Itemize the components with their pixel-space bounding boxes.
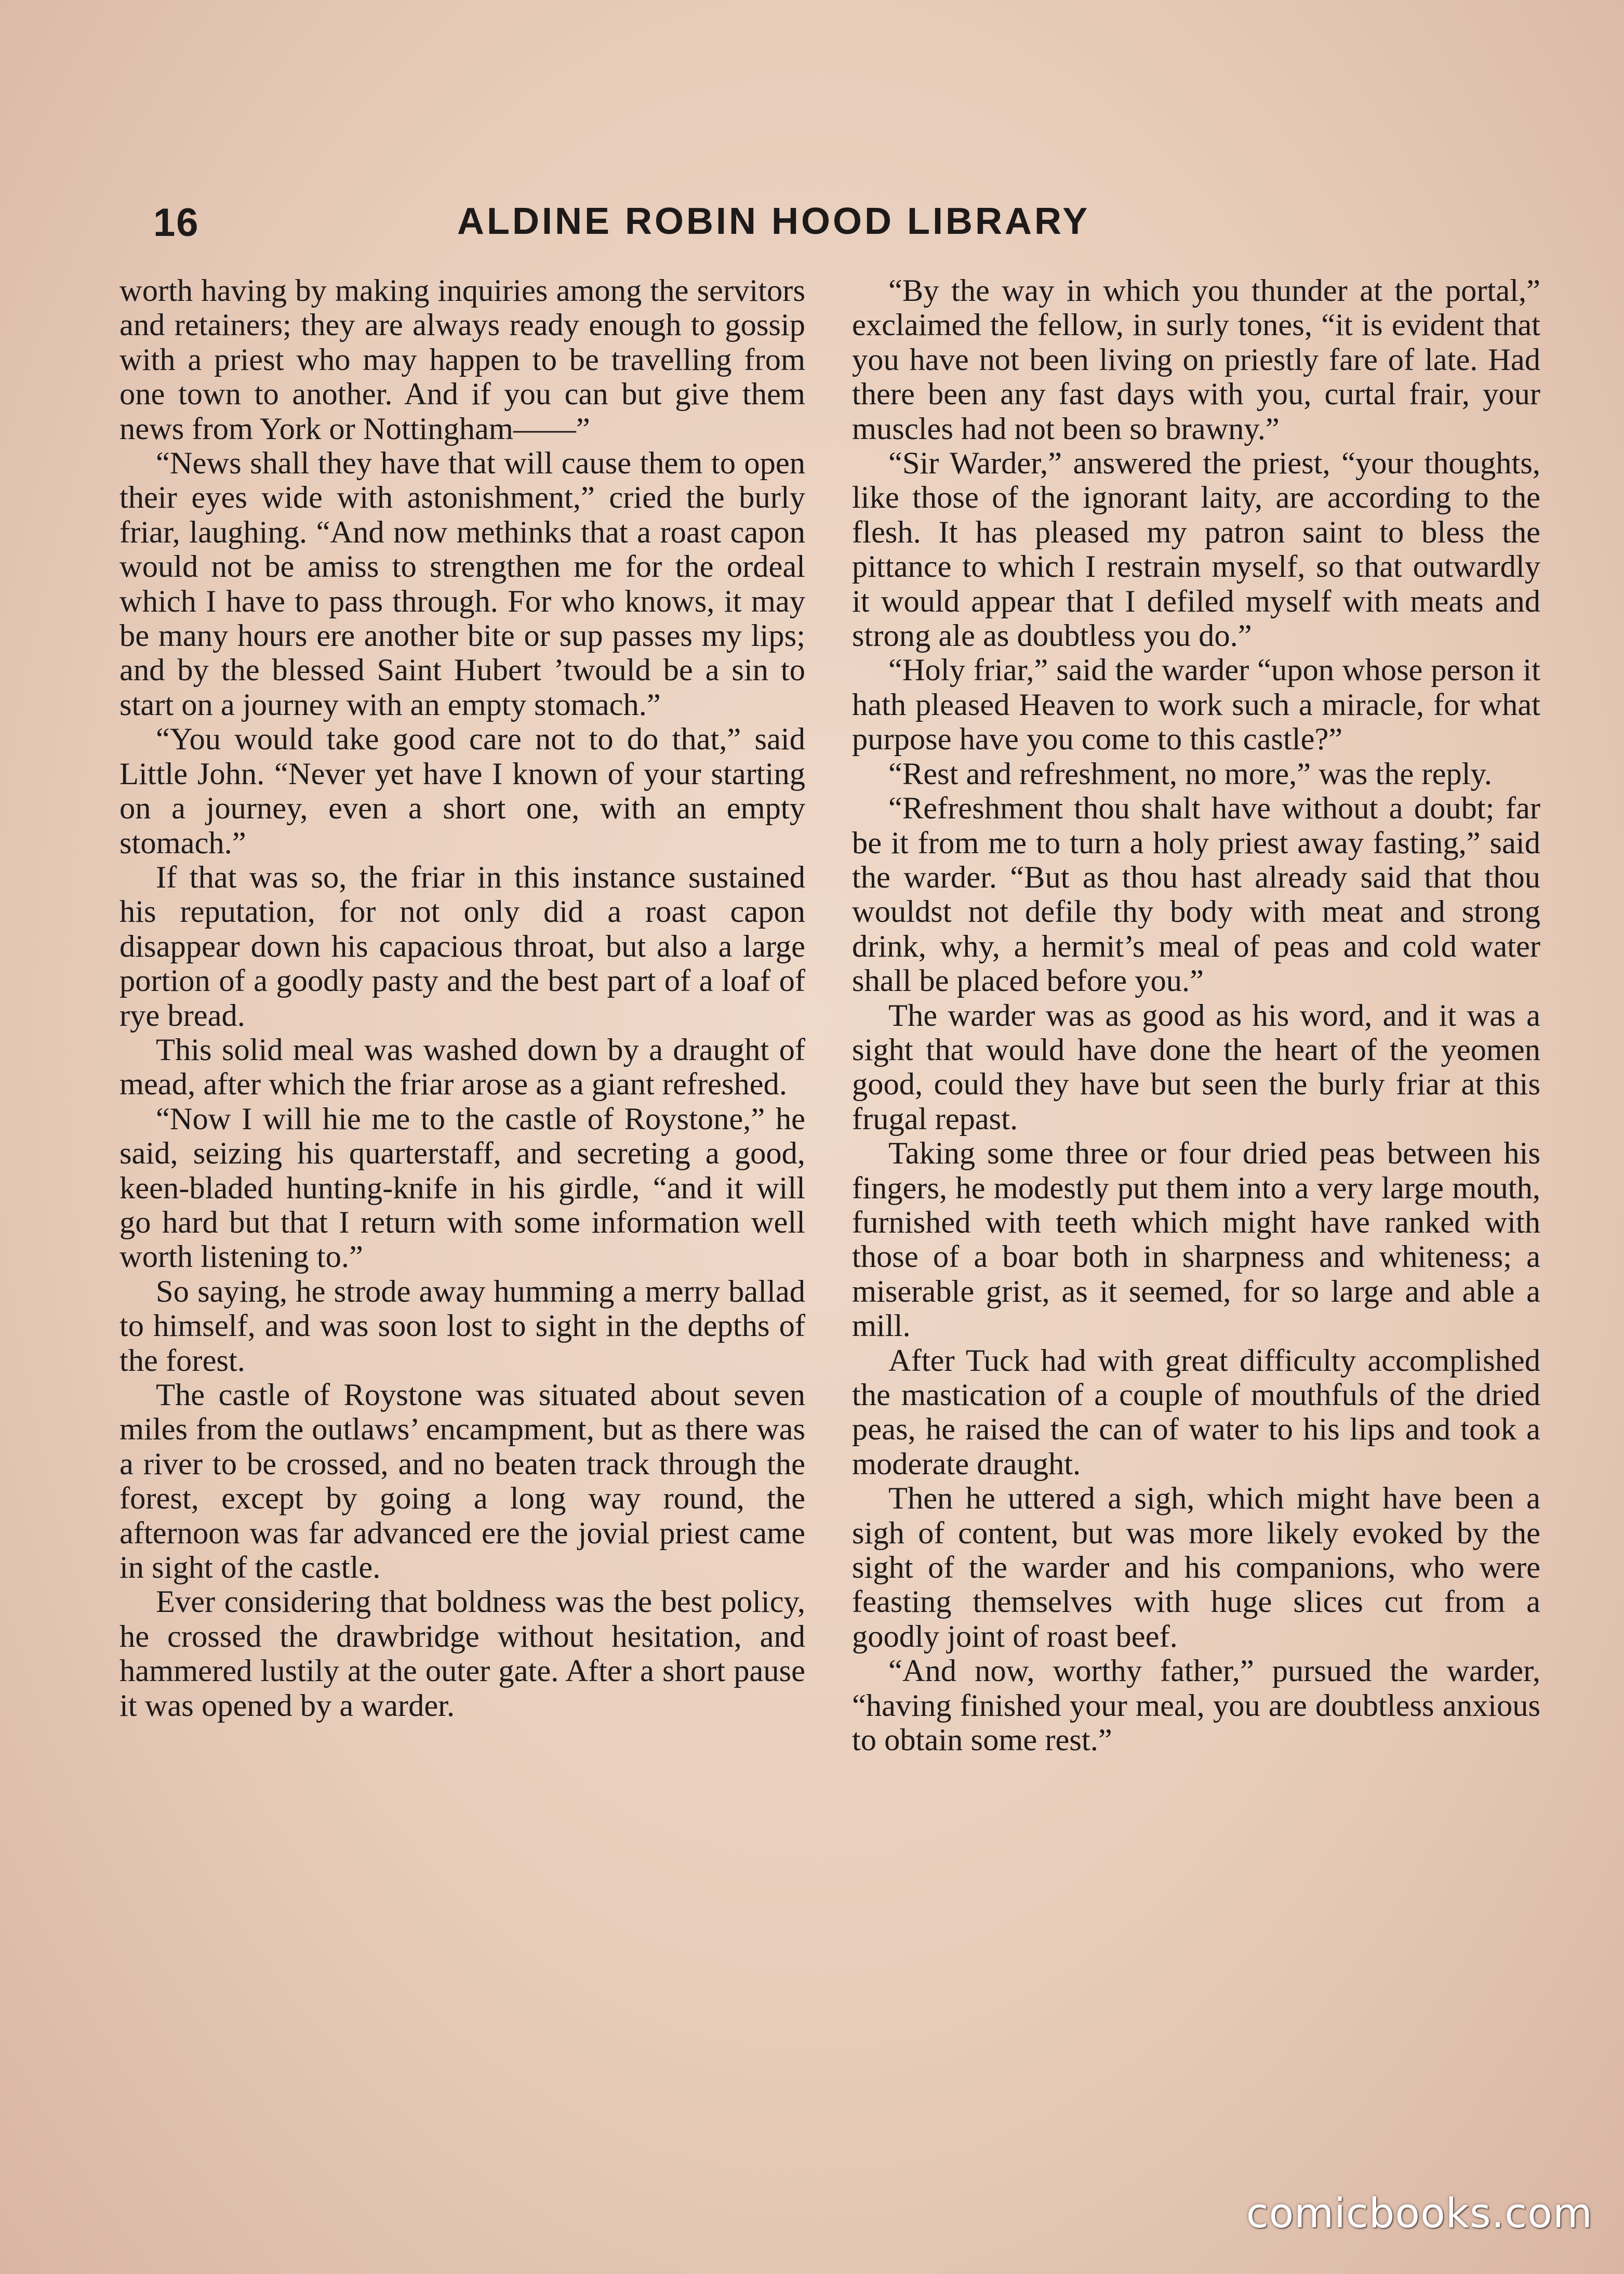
paragraph: “You would take good care not to do that,” said Little John. “Never yet have I known of your starting on a journey, even a short one, with an empty stomach.” <box>119 722 805 861</box>
paragraph: Ever considering that boldness was the best policy, he crossed the drawbridge without hesitation, and hammered lustily at the outer gate. After a short pause it was opened by a warder. <box>119 1584 805 1723</box>
paragraph: After Tuck had with great difficulty accomplished the mastication of a couple of mouthfuls of the dried peas, he raised the can of water to his lips and took a moderate draught. <box>852 1343 1540 1482</box>
paragraph: “By the way in which you thunder at the portal,” exclaimed the fellow, in surly tones, “it is evident that you have not been living on priestly fare of late. Had there been any fast days with you, curtal frair, your muscles had not been so brawny.” <box>852 273 1540 446</box>
right-column <box>852 274 1540 1757</box>
paragraph: Then he uttered a sigh, which might have been a sigh of content, but was more likely evoked by the sight of the warder and his companions, who were feasting themselves with huge slices cut from a goodly joint of roast beef. <box>852 1481 1540 1654</box>
paragraph: If that was so, the friar in this instance sustained his reputation, for not only did a roast capon disappear down his capacious throat, but also a large portion of a goodly pasty and the best part of a loaf of rye bread. <box>119 860 805 1033</box>
paragraph: worth having by making inquiries among the servitors and retainers; they are always ready enough to gossip with a priest who may happen to be travelling from one town to another. And if you can but give them news from York or Nottingham——” <box>119 273 805 446</box>
paragraph: “Now I will hie me to the castle of Roystone,” he said, seizing his quarterstaff, and secreting a good, keen-bladed hunting-knife in his girdle, “and it will go hard but that I return with some information well worth listening to.” <box>119 1101 805 1275</box>
left-column <box>119 274 805 1723</box>
paragraph: “And now, worthy father,” pursued the warder, “having finished your meal, you are doubtless anxious to obtain some rest.” <box>852 1654 1540 1758</box>
paragraph: “Holy friar,” said the warder “upon whose person it hath pleased Heaven to work such a miracle, for what purpose have you come to this castle?” <box>852 653 1540 757</box>
paragraph: Taking some three or four dried peas between his fingers, he modestly put them into a very large mouth, furnished with teeth which might have ranked with those of a boar both in sharpness and whiteness; a miserable grist, as it seemed, for so large and able a mill. <box>852 1136 1540 1344</box>
watermark: comicbooks.com <box>1246 2190 1593 2237</box>
paragraph: “Rest and refreshment, no more,” was the reply. <box>888 756 1492 791</box>
page-header <box>153 200 1213 247</box>
paragraph: So saying, he strode away humming a merry ballad to himself, and was soon lost to sight in the depths of the forest. <box>119 1274 805 1378</box>
paragraph: This solid meal was washed down by a draught of mead, after which the friar arose as a giant refreshed. <box>119 1032 805 1102</box>
paragraph: The warder was as good as his word, and it was a sight that would have done the heart of the yeomen good, could they have but seen the burly friar at this frugal repast. <box>852 998 1540 1136</box>
paragraph: “News shall they have that will cause them to open their eyes wide with astonishment,” cried the burly friar, laughing. “And now methinks that a roast capon would not be amiss to strengthen me for the ordeal which I have to pass through. For who knows, it may be many hours ere another bite or sup passes my lips; and by the blessed Saint Hubert ’twould be a sin to start on a journey with an empty stomach.” <box>119 446 805 722</box>
paragraph: The castle of Roystone was situated about seven miles from the outlaws’ encampment, but as there was a river to be crossed, and no beaten track through the forest, except by going a long way round, the afternoon was far advanced ere the jovial priest came in sight of the castle. <box>119 1378 805 1585</box>
page-number: 16 <box>153 201 199 245</box>
paragraph: “Sir Warder,” answered the priest, “your thoughts, like those of the ignorant laity, are according to the flesh. It has pleased my patron saint to bless the pittance to which I restrain myself, so that outwardly it would appear that I defiled myself with meats and strong ale as doubtless you do.” <box>852 446 1540 654</box>
paragraph: “Refreshment thou shalt have without a doubt; far be it from me to turn a holy priest away fasting,” said the warder. “But as thou hast already said that thou wouldst not defile thy body with meat and strong drink, why, a hermit’s meal of peas and cold water shall be placed before you.” <box>852 791 1540 999</box>
running-title: ALDINE ROBIN HOOD LIBRARY <box>457 201 1090 242</box>
